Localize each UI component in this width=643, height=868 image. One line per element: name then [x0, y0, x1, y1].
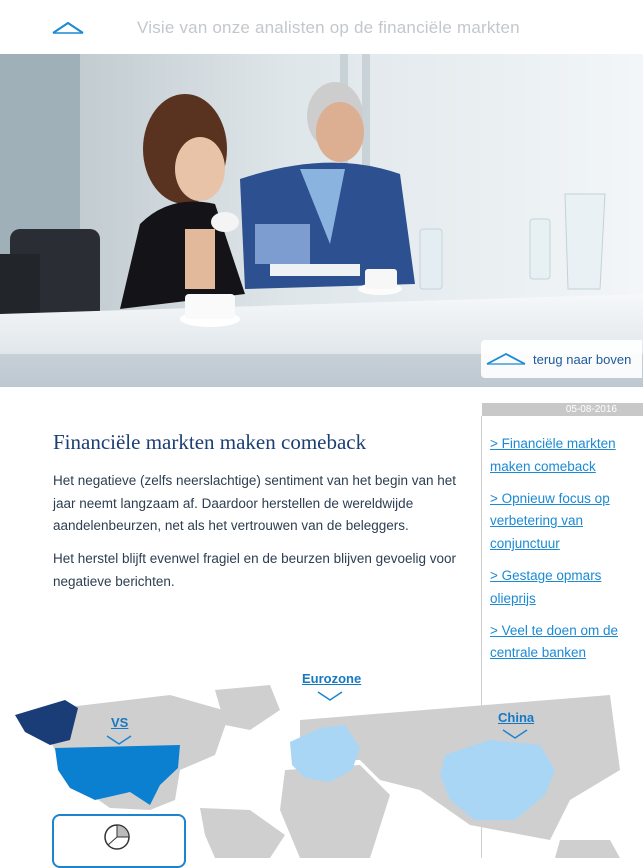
date-bar [482, 403, 643, 416]
chevron-up-icon[interactable] [50, 18, 86, 38]
top-bar [0, 0, 643, 54]
pie-chart-icon [102, 822, 132, 852]
article-date: 05-08-2016 [565, 404, 617, 415]
map-region-alaska [15, 700, 78, 745]
page-title: Visie van onze analisten op de financiële markten [137, 18, 520, 37]
toc-link[interactable]: > Gestage opmars olieprijs [490, 567, 602, 606]
back-to-top-label: terug naar boven [533, 351, 632, 367]
map-label-china[interactable]: China [498, 710, 535, 725]
map-landmass [215, 685, 280, 730]
article-paragraph: Het negatieve (zelfs neerslachtige) sentiment van het begin van het jaar neemt langzaam af. Daardoor herstellen de wereldwijde aandelenbeurzen, net als het vertrouwen van de beleggers. [53, 473, 456, 533]
map-label-vs[interactable]: VS [111, 715, 129, 730]
chevron-up-icon [485, 351, 527, 367]
table-of-contents [490, 433, 630, 674]
article-headline: Financiële markten maken comeback [53, 430, 367, 454]
toc-link[interactable]: > Veel te doen om de centrale banken [490, 622, 618, 661]
map-label-eurozone[interactable]: Eurozone [302, 671, 362, 686]
toc-link[interactable]: > Opnieuw focus op verbetering van conjunctuur [490, 490, 610, 552]
back-to-top-button[interactable] [481, 340, 642, 378]
hero-image [0, 54, 643, 387]
map-landmass [200, 808, 285, 858]
map-landmass [555, 840, 620, 858]
article-paragraph: Het herstel blijft evenwel fragiel en de beurzen blijven gevoelig voor negatieve berichten. [53, 551, 456, 589]
toc-link[interactable]: > Financiële markten maken comeback [490, 436, 616, 474]
chart-card[interactable] [52, 814, 186, 868]
